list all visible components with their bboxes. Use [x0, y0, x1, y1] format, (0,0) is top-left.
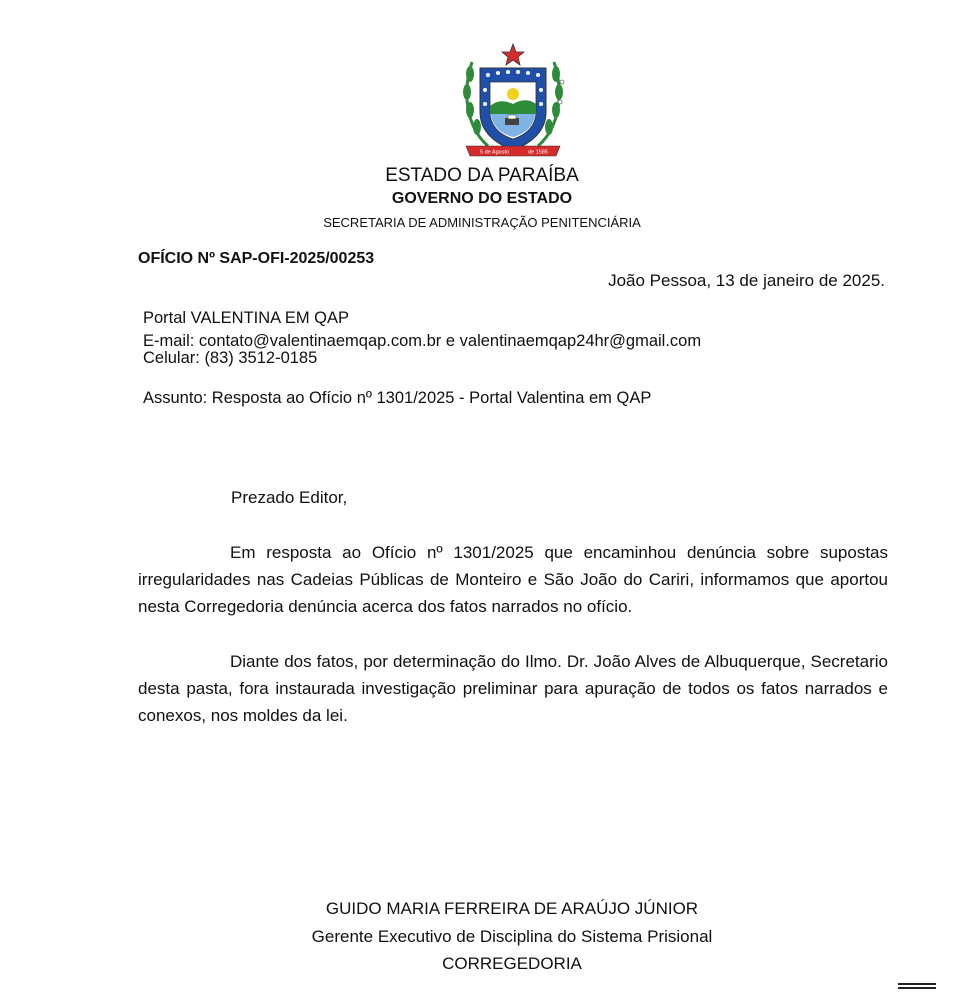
- body-paragraph-1: Em resposta ao Ofício nº 1301/2025 que encaminhou denúncia sobre supostas irregularidades nas Cadeias Públicas de Monteiro e São João do Cariri, informamos que aportou nesta Corregedoria denúncia acerca dos fatos narrados no ofício.: [138, 543, 888, 616]
- recipient-phone: Celular: (83) 3512-0185: [143, 349, 318, 367]
- crest-ribbon-left-text: 5 de Agosto: [480, 149, 510, 156]
- signatory-name: GUIDO MARIA FERREIRA DE ARAÚJO JÚNIOR: [325, 899, 699, 918]
- subject-line: Assunto: Resposta ao Ofício nº 1301/2025 - Portal Valentina em QAP: [143, 389, 652, 407]
- crest-ribbon-right-text: de 1585: [528, 149, 548, 156]
- state-coat-of-arms-icon: [458, 42, 568, 160]
- header-government: GOVERNO DO ESTADO: [391, 190, 573, 207]
- menu-bars-icon: [898, 983, 936, 991]
- oficio-number: OFÍCIO Nº SAP-OFI-2025/00253: [138, 250, 375, 267]
- place-date: João Pessoa, 13 de janeiro de 2025.: [608, 271, 885, 290]
- recipient-name: Portal VALENTINA EM QAP: [143, 309, 350, 327]
- signatory-title: Gerente Executivo de Disciplina do Sistema Prisional: [311, 927, 713, 946]
- salutation: Prezado Editor,: [231, 488, 348, 507]
- header-secretariat: SECRETARIA DE ADMINISTRAÇÃO PENITENCIÁRIA: [323, 215, 641, 230]
- header-state: ESTADO DA PARAÍBA: [385, 165, 579, 186]
- recipient-email: E-mail: contato@valentinaemqap.com.br e valentinaemqap24hr@gmail.com: [143, 332, 702, 350]
- signatory-department: CORREGEDORIA: [442, 954, 582, 973]
- body-paragraph-2: Diante dos fatos, por determinação do Ilmo. Dr. João Alves de Albuquerque, Secretario desta pasta, fora instaurada investigação preliminar para apuração de todos os fatos narrados e conexos, nos moldes da lei.: [138, 652, 888, 725]
